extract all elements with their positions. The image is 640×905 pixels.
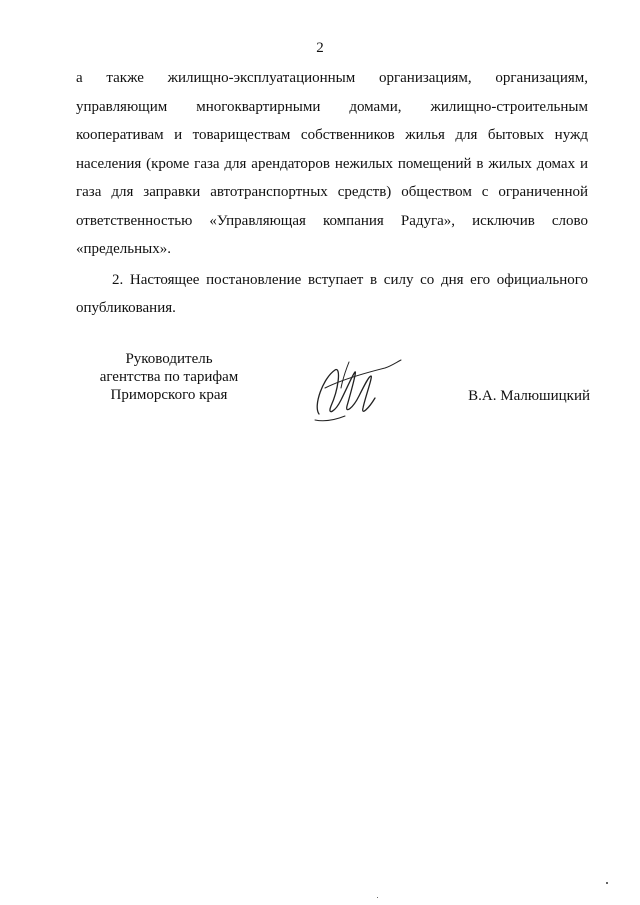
body-text	[76, 64, 588, 323]
signatory-title	[64, 350, 274, 404]
scan-speck	[606, 882, 608, 884]
page-number: 2	[316, 40, 324, 56]
handwritten-signature	[305, 348, 405, 428]
signatory-title-line: Руководитель	[125, 351, 213, 367]
signatory-title-line: Приморского края	[110, 387, 228, 403]
signatory-name: В.А. Малюшицкий	[468, 388, 590, 404]
paragraph-clause-2: 2. Настоящее постановление вступает в силу со дня его официального опубликования.	[76, 271, 588, 316]
scan-speck	[377, 897, 378, 898]
signatory-title-line: агентства по тарифам	[99, 369, 239, 385]
paragraph-continuation: а также жилищно-эксплуатационным организациям, организациям, управляющим многоквартирными домами, жилищно-строительным кооперативам и товариществам собственников жилья для бытовых нужд населения (кроме газа для арендаторов нежилых помещений в жилых домах и газа для заправки автотранспортных средств) обществом с ограниченной ответственностью «Управляющая компания Радуга», исключив слово «предельных».	[76, 70, 588, 257]
